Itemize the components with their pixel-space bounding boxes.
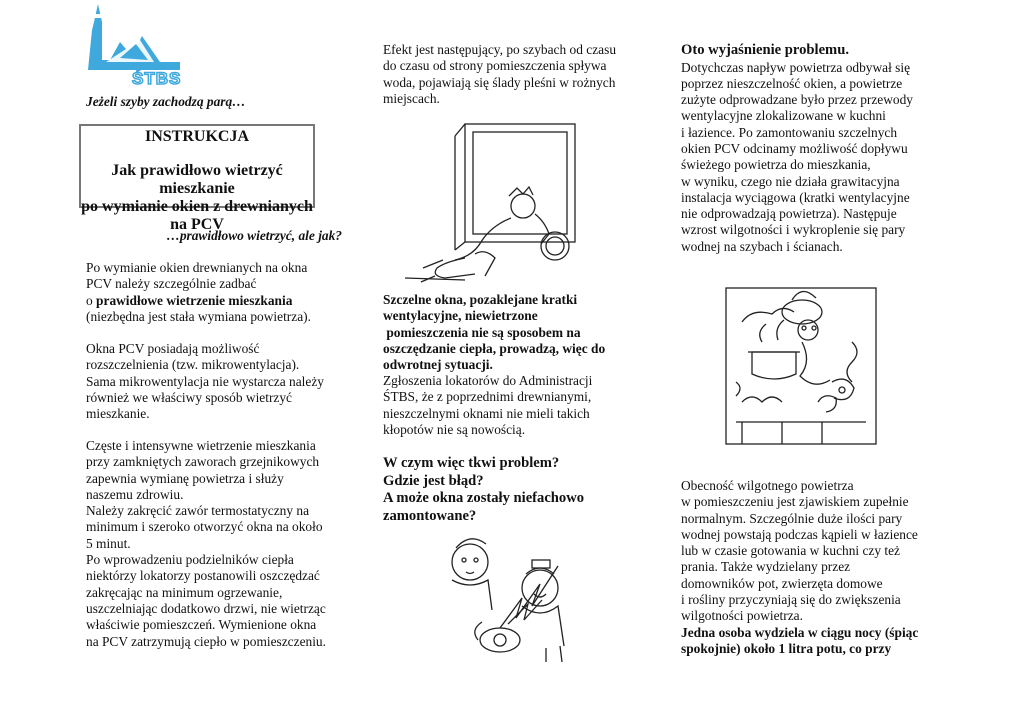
- phone-argument-illustration: [438, 528, 588, 664]
- instruction-title: INSTRUKCJA: [144, 128, 249, 145]
- col2-questions: [383, 455, 645, 525]
- text-line: w pomieszczeniu jest zjawiskiem zupełnie: [681, 494, 909, 510]
- window-cleaning-illustration: [405, 118, 585, 286]
- text-line: i łazience. Po zamontowaniu szczelnych: [681, 124, 898, 140]
- text-line: instalacja wyciągowa (kratki wentylacyjne: [681, 189, 910, 205]
- text-line: niektórzy lokatorzy postanowili oszczędzać: [86, 568, 320, 584]
- text-line: do czasu od strony pomieszczenia spływa: [383, 58, 607, 74]
- text-line: lub w czasie gotowania w kuchni czy też: [681, 543, 901, 559]
- text-line: kłopotów nie są nowością.: [383, 421, 526, 437]
- text-line: wzrost wilgotności i wykroplenie się pary: [681, 222, 906, 238]
- instruction-line-2: po wymianie okien z drewnianych: [81, 198, 313, 215]
- stbs-logo: [80, 0, 185, 88]
- text-line: Zgłoszenia lokatorów do Administracji: [383, 373, 593, 388]
- text-line: poprzez nieszczelność okien, a powietrze: [681, 75, 903, 91]
- col1-paragraph-1: [86, 260, 346, 325]
- text-line: (niezbędna jest stała wymiana powietrza).: [86, 308, 311, 324]
- text-line: zakręcając na minimum ogrzewanie,: [86, 584, 283, 600]
- text-line: zapewnia wymianę powietrza i służy: [86, 470, 284, 486]
- text-line: i rośliny przyczyniają się do zwiększenia: [681, 592, 901, 608]
- question-line: W czym więc tkwi problem?: [383, 455, 560, 471]
- text-line: Po wymianie okien drewnianych na okna: [86, 260, 308, 275]
- col1-subheading: …prawidłowo wietrzyć, ale jak?: [166, 228, 342, 243]
- instruction-box: [79, 124, 315, 233]
- col1-heading: Jeżeli szyby zachodzą parą…: [86, 94, 246, 109]
- text-line: Należy zakręcić zawór termostatyczny na: [86, 503, 310, 519]
- text-line: ŚTBS, że z poprzednimi drewnianymi,: [383, 389, 592, 405]
- col2-paragraph-1: [383, 42, 645, 107]
- text-line: Dotychczas napływ powietrza odbywał się: [681, 59, 911, 75]
- text-line: domowników pot, zwierzęta domowe: [681, 575, 883, 591]
- text-line: okien PCV odcinamy możliwość dopływu: [681, 140, 908, 156]
- text-line: wentylacyjne, niewietrzone: [383, 308, 538, 324]
- text-line: prania. Także wydzielany przez: [681, 559, 851, 575]
- column-3-top: [681, 42, 943, 255]
- text-line: świeżego powietrza do mieszkania,: [681, 157, 871, 173]
- text-line: pomieszczenia nie są sposobem na: [383, 324, 581, 340]
- text-line: woda, pojawiają się ślady pleśni w rożnych: [383, 74, 616, 90]
- text-line: również we właściwy sposób wietrzyć: [86, 389, 293, 405]
- text-line: miejscach.: [383, 90, 440, 106]
- text-line: Częste i intensywne wietrzenie mieszkania: [86, 438, 316, 453]
- text-line: wodnej na szybach i ścianach.: [681, 238, 843, 254]
- text-line: oszczędzanie ciepła, prowadzą, więc do: [383, 340, 606, 356]
- question-line: Gdzie jest błąd?: [383, 472, 484, 489]
- text-line: Sama mikrowentylacja nie wystarcza należy: [86, 373, 324, 389]
- text-line: Jedna osoba wydziela w ciągu nocy (śpiąc: [681, 624, 919, 640]
- text-line: Szczelne okna, pozaklejane kratki: [383, 292, 578, 307]
- text-line: 5 minut.: [86, 535, 131, 551]
- col3-heading: Oto wyjaśnienie problemu.: [681, 42, 849, 58]
- cooking-steam-illustration: [722, 282, 880, 446]
- question-line: A może okna zostały niefachowo: [383, 490, 585, 506]
- text-line: o prawidłowe wietrzenie mieszkania: [86, 292, 293, 308]
- text-line: mieszkanie.: [86, 406, 150, 422]
- text-line: zużyte odprowadzane było przez przewody: [681, 92, 913, 108]
- instruction-line-1: Jak prawidłowo wietrzyć mieszkanie: [111, 162, 283, 197]
- question-line: zamontowane?: [383, 507, 477, 524]
- text-line: nieszczelnymi oknami nie mieli takich: [383, 405, 590, 421]
- text-line: Okna PCV posiadają możliwość: [86, 341, 260, 356]
- col2-paragraph-2: [383, 373, 645, 438]
- text-line: przy zamkniętych zaworach grzejnikowych: [86, 454, 320, 470]
- text-line: spokojnie) około 1 litra potu, co przy: [681, 640, 892, 656]
- col1-paragraph-3: [86, 438, 346, 650]
- instruction-line-3: na PCV: [170, 216, 224, 233]
- col2-bold-block: [383, 292, 645, 373]
- logo-text: ŚTBS: [132, 69, 182, 88]
- text-line: wilgotności powietrza.: [681, 608, 803, 624]
- text-line: wentylacyjne zlokalizowane w kuchni: [681, 108, 886, 124]
- text-line: na PCV zatrzymują ciepło w pomieszczeniu.: [86, 633, 326, 649]
- text-line: rozszczelnienia (tzw. mikrowentylacja).: [86, 357, 300, 373]
- text-line: uszczelniając dodatkowo drzwi, nie wietrząc: [86, 600, 326, 616]
- text-line: normalnym. Szczególnie duże ilości pary: [681, 510, 903, 526]
- text-line: właściwie pomieszczeń. Wymienione okna: [86, 617, 317, 633]
- text-line: odwrotnej sytuacji.: [383, 357, 493, 373]
- text-line: w wyniku, czego nie działa grawitacyjna: [681, 173, 900, 189]
- text-line: wodnej powstają podczas kąpieli w łazience: [681, 526, 918, 542]
- text-line: nie odprowadzają powietrza). Następuje: [681, 206, 897, 222]
- col1-paragraph-2: [86, 341, 346, 422]
- text-line: naszemu zdrowiu.: [86, 486, 184, 502]
- col3-paragraph-2: [681, 478, 943, 657]
- text-line: PCV należy szczególnie zadbać: [86, 276, 257, 292]
- text-line: Efekt jest następujący, po szybach od czasu: [383, 42, 617, 57]
- text-line: Po wprowadzeniu podzielników ciepła: [86, 552, 294, 568]
- text-line: minimum i szeroko otworzyć okna na około: [86, 519, 323, 535]
- text-line: Obecność wilgotnego powietrza: [681, 478, 854, 493]
